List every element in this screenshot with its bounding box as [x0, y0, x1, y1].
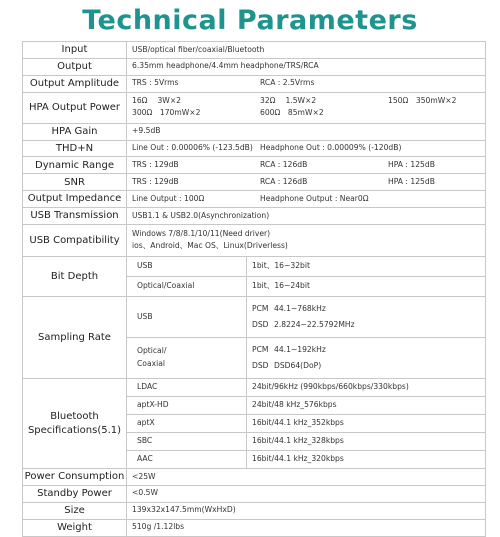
table-row — [23, 140, 486, 157]
row-label: Size — [23, 502, 127, 519]
table-row — [23, 123, 486, 140]
row-label: Dynamic Range — [23, 157, 127, 174]
row-label: USB Compatibility — [23, 225, 127, 257]
bluetooth-label-2: Specifications(5.1) — [27, 424, 122, 436]
row-label: Power Consumption — [23, 469, 127, 486]
trs-value: TRS : 5Vrms — [132, 78, 179, 88]
row-label: Output Impedance — [23, 191, 127, 208]
table-row — [23, 469, 486, 486]
line-output-impedance: Line Output : 100Ω — [132, 193, 205, 203]
row-value — [127, 174, 486, 191]
format-value: 44.1~192kHz — [274, 344, 326, 354]
format-label: DSD — [252, 360, 269, 370]
power-16ohm: 16Ω 3W×2 — [132, 96, 182, 106]
row-value — [127, 140, 486, 157]
row-value: 1bit、16~24bit — [247, 277, 486, 297]
format-value: 2.8224~22.5792MHz — [274, 319, 355, 329]
table-row — [23, 191, 486, 208]
rca-value: RCA : 2.5Vrms — [260, 78, 315, 88]
row-label: HPA Output Power — [23, 92, 127, 123]
power-150ohm: 150Ω 350mW×2 — [388, 96, 457, 106]
sub-label — [127, 338, 247, 379]
power-32ohm: 32Ω 1.5W×2 — [260, 96, 317, 106]
trs-value: TRS : 129dB — [132, 176, 179, 186]
format-label: PCM — [252, 344, 269, 354]
row-value — [127, 191, 486, 208]
row-value — [127, 92, 486, 123]
table-row — [23, 42, 486, 59]
power-600ohm: 600Ω 85mW×2 — [260, 108, 324, 118]
table-row — [23, 58, 486, 75]
sub-label: USB — [127, 257, 247, 277]
table-row — [23, 379, 486, 397]
compat-line-1: Windows 7/8/8.1/10/11(Need driver) — [132, 229, 271, 239]
table-row — [23, 208, 486, 225]
row-label: Standby Power — [23, 485, 127, 502]
row-value: 510g /1.12lbs — [127, 519, 486, 536]
codec-value: 24bit/48 kHz_576kbps — [247, 397, 486, 415]
codec-value: 24bit/96kHz (990kbps/660kbps/330kbps) — [247, 379, 486, 397]
row-label: SNR — [23, 174, 127, 191]
rca-value: RCA : 126dB — [260, 176, 308, 186]
codec-name: SBC — [127, 433, 247, 451]
row-value: 6.35mm headphone/4.4mm headphone/TRS/RCA — [127, 58, 486, 75]
row-label: Output Amplitude — [23, 75, 127, 92]
format-value: 44.1~768kHz — [274, 303, 326, 313]
row-value: +9.5dB — [127, 123, 486, 140]
codec-value: 16bit/44.1 kHz_352kbps — [247, 415, 486, 433]
sub-label: USB — [127, 297, 247, 338]
bluetooth-label-1: Bluetooth — [50, 411, 99, 423]
line-out-thd: Line Out : 0.00006% (-123.5dB) — [132, 143, 253, 153]
table-row — [23, 257, 486, 277]
table-row — [23, 157, 486, 174]
headphone-output-impedance: Headphone Output : Near0Ω — [260, 193, 369, 203]
codec-value: 16bit/44.1 kHz_320kbps — [247, 451, 486, 469]
table-row — [23, 485, 486, 502]
table-row — [23, 297, 486, 338]
codec-name: aptX-HD — [127, 397, 247, 415]
row-label: USB Transmission — [23, 208, 127, 225]
page-title: Technical Parameters — [82, 5, 418, 36]
headphone-out-thd: Headphone Out : 0.00009% (-120dB) — [260, 143, 402, 153]
row-value — [127, 157, 486, 174]
rca-value: RCA : 126dB — [260, 160, 308, 170]
sub-label: Optical/Coaxial — [127, 277, 247, 297]
row-value: 1bit、16~32bit — [247, 257, 486, 277]
codec-name: LDAC — [127, 379, 247, 397]
row-label: Output — [23, 58, 127, 75]
row-label: THD+N — [23, 140, 127, 157]
table-row — [23, 75, 486, 92]
row-value — [247, 297, 486, 338]
row-value — [247, 338, 486, 379]
row-value: <25W — [127, 469, 486, 486]
row-value: 139x32x147.5mm(WxHxD) — [127, 502, 486, 519]
row-value: <0.5W — [127, 485, 486, 502]
codec-name: AAC — [127, 451, 247, 469]
row-value — [127, 75, 486, 92]
row-value: USB/optical fiber/coaxial/Bluetooth — [127, 42, 486, 59]
table-row — [23, 502, 486, 519]
sub-label-line-2: Coaxial — [137, 359, 165, 369]
table-row — [23, 519, 486, 536]
hpa-value: HPA : 125dB — [388, 160, 435, 170]
spec-table — [22, 41, 486, 537]
table-row — [23, 174, 486, 191]
trs-value: TRS : 129dB — [132, 160, 179, 170]
table-row — [23, 92, 486, 123]
row-label: Input — [23, 42, 127, 59]
row-value — [127, 225, 486, 257]
row-label: Sampling Rate — [23, 297, 127, 379]
row-label: Bit Depth — [23, 257, 127, 297]
row-label — [23, 379, 127, 469]
format-label: DSD — [252, 319, 269, 329]
compat-line-2: ios、Android、Mac OS、Linux(Driverless) — [132, 241, 288, 251]
row-label: Weight — [23, 519, 127, 536]
row-label: HPA Gain — [23, 123, 127, 140]
codec-name: aptX — [127, 415, 247, 433]
table-row — [23, 225, 486, 257]
power-300ohm: 300Ω 170mW×2 — [132, 108, 201, 118]
codec-value: 16bit/44.1 kHz_328kbps — [247, 433, 486, 451]
row-value: USB1.1 & USB2.0(Asynchronization) — [127, 208, 486, 225]
format-label: PCM — [252, 303, 269, 313]
format-value: DSD64(DoP) — [274, 360, 322, 370]
sub-label-line-1: Optical/ — [137, 346, 167, 356]
hpa-value: HPA : 125dB — [388, 176, 435, 186]
